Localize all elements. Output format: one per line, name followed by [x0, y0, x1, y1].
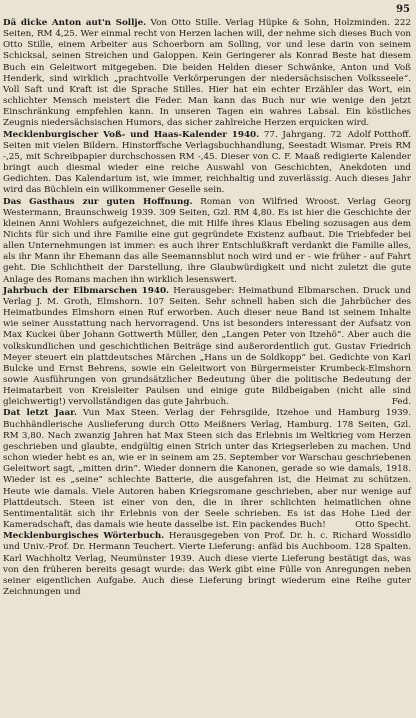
review-body: Dieser von C. F. Maaß redigierte Kalender bringt auch diesmal wieder eine reiche Auswahl von Geschichten, Anekdoten und Gedichten. Das Kalendarium ist, wie immer, reichhaltig und zuverlässig. Auch dieses Jahr wird das Büchlein ein willkommener Geselle sein.	[3, 151, 411, 196]
review-publication-info: Vun Max Steen. Verlag der Fehrsgilde, Itzehoe und Hamburg 1939. Buchhändlerische Auslieferung durch Otto Meißners Verlag, Hamburg. 178 Seiten, Gzl. RM 3,80.	[3, 408, 411, 441]
review-title: Jahrbuch der Elbmarschen 1940.	[3, 285, 170, 296]
review-signature: Fed.	[391, 397, 411, 408]
review-body: Sehr schnell haben sich die Jahrbücher des Heimatbundes Elmshorn einen Ruf erworben. Auch dieser neue Band ist seinem Inhalte wie seiner Ausstattung nach hervorragend. Uns ist besonders interessant der Aufsatz von Max Kuckei über Johann Gottwerth Müller, den „Langen Peter von Itzehö“. Aber auch die volkskundlichen und geschichtlichen Beiträge sind außerordentlich gut. Gustav Friedrich Meyer steuert ein plattdeutsches Märchen „Hans un de Soldkopp“ bei. Gedichte von Karl Bulcke und Ernst Behrens, sowie ein Geleitwort von Bürgermeister Krumbeck-Elmshorn sowie Ausführungen von grundsätzlicher Bedeutung über die politische Bedeutung der Heimatarbeit von Kreisleiter Paulsen und einige gute Bildbeigaben (nicht alle sind gleichwertig!) vervollständigen das gute Jahrbuch.	[3, 296, 411, 408]
review-entry	[3, 531, 411, 598]
review-publication-info: Von Otto Stille. Verlag Hüpke & Sohn, Holzminden. 222 Seiten, RM 4,25.	[3, 18, 411, 40]
review-entry	[3, 408, 411, 531]
review-body: Auch diese vierte Lieferung bestätigt das, was von den früheren bereits gesagt wurde: das Werk gibt eine Fülle von Anregungen neben seiner eigentlichen Aufgabe. Auch diese Lieferung bringt wiederum eine Reihe guter Zeichnungen und	[3, 553, 411, 597]
review-title: Dä dicke Anton aut'n Sollje.	[3, 18, 147, 28]
review-column	[3, 18, 411, 598]
page-number: 95	[396, 4, 410, 15]
review-title: Mecklenburgischer Voß- und Haas-Kalender 1940.	[3, 129, 260, 140]
review-entry	[3, 286, 411, 409]
review-signature: Adolf Potthoff.	[347, 129, 411, 140]
review-signature: Otto Specht.	[355, 520, 411, 531]
review-publication-info: Herausgeber: Heimatbund Elbmarschen. Druck und Verlag J. M. Groth, Elmshorn. 107 Seiten.	[3, 285, 411, 307]
review-publication-info: Herausgegeben von Prof. Dr. h. c. Richard Wossidlo und Univ.-Prof. Dr. Hermann Teuchert. Vierte Lieferung: anfäd bis Auchboom. 128 Spalten. Karl Wachholtz Verlag, Neumünster 1939.	[3, 531, 412, 564]
review-publication-info: Roman von Wilfried Wroost. Verlag Georg Westermann, Braunschweig 1939. 309 Seiten, Gzl. RM 4,80.	[3, 196, 411, 218]
review-title: Dat letzt Jaar.	[3, 408, 77, 419]
review-title: Das Gasthaus zur guten Hoffnung.	[3, 196, 193, 207]
review-publication-info: 77. Jahrgang. 72 Seiten mit vielen Bildern. Hinstorffsche Verlagsbuchhandlung, Seestadt Wismar. Preis RM -,25, mit Schreibpapier durchschossen RM -,45.	[3, 129, 411, 162]
review-title: Mecklenburgisches Wörterbuch.	[3, 531, 165, 542]
review-entry	[3, 197, 411, 286]
review-body: Nach zwanzig Jahren hat Max Steen sich das Erlebnis im Weltkrieg vom Herzen geschrieben und glaubte, endgültig einen Strich unter das Kriegserleben zu machen. Und schon wieder hebt es an, wie er in seinem am 25. September vor Warschau geschriebenen Geleitwort sagt, „mitten drin“. Wieder donnern die Kanonen, gerade so wie damals, 1918. Wieder ist es „seine“ schlechte Batterie, die ausgefahren ist, die Heimat zu schützen. Heute wie damals. Viele Autoren haben Kriegsromane geschrieben, aber nur wenige auf Plattdeutsch. Steen ist einer von den, die in ihrer schlichten heimatlichen ohne Sentimentalität sich ihr Erlebnis von der Seele schrieben. Es ist das Hohe Lied der Kameradschaft, das damals wie heute dasselbe ist. Ein packendes Buch!	[3, 430, 411, 531]
review-body: Es ist hier die Geschichte der kleinen Anni Wohlers aufgezeichnet, die mit Hilfe ihres Klaus Ebeling sozusagen aus dem Nichts für sich und ihre Familie eine gut gegründete Existenz aufbaut. Die Triebfeder bei allen Unternehmungen ist immer: es auch ihrer Entschlußkraft verdankt die Familie alles, als ihr Mann ihr Ehemann das alle Seemannsblut noch wird und er - wie früher - auf Fahrt geht. Die Schlichtheit der Darstellung, ihre Glaubwürdigkeit und nicht zuletzt die gute Anlage des Romans machen ihn wirklich lesenswert.	[3, 207, 411, 285]
review-body: Wer einmal recht von Herzen lachen will, der nehme sich dieses Buch von Otto Stille, einem Arbeiter aus Schoerborn am Solling, vor und lese darin von seinem Schicksal, seinen Streichen und Galoppen. Kein Geringerer als Konrad Beste hat diesem Buch ein Geleitwort mitgegeben. Die beiden Helden dieser Schwänke, Anton und Voß Henderk, sind wirklich „prachtvolle Verkörperungen der niedersächsischen Volksseele“. Voll Saft und Kraft ist die Sprache Stilles. Hier hat ein echter Erzähler das Wort, ein schlichter Mensch meistert die Feder. Man kann das Buch nur wie wenige den jetzt Einschränkung empfehlen kann. In unseren Tagen ein wahres Labsal. Ein köstliches Zeugnis niedersächsischen Humors, das sicher zahlreiche Herzen erquicken wird.	[3, 29, 411, 129]
